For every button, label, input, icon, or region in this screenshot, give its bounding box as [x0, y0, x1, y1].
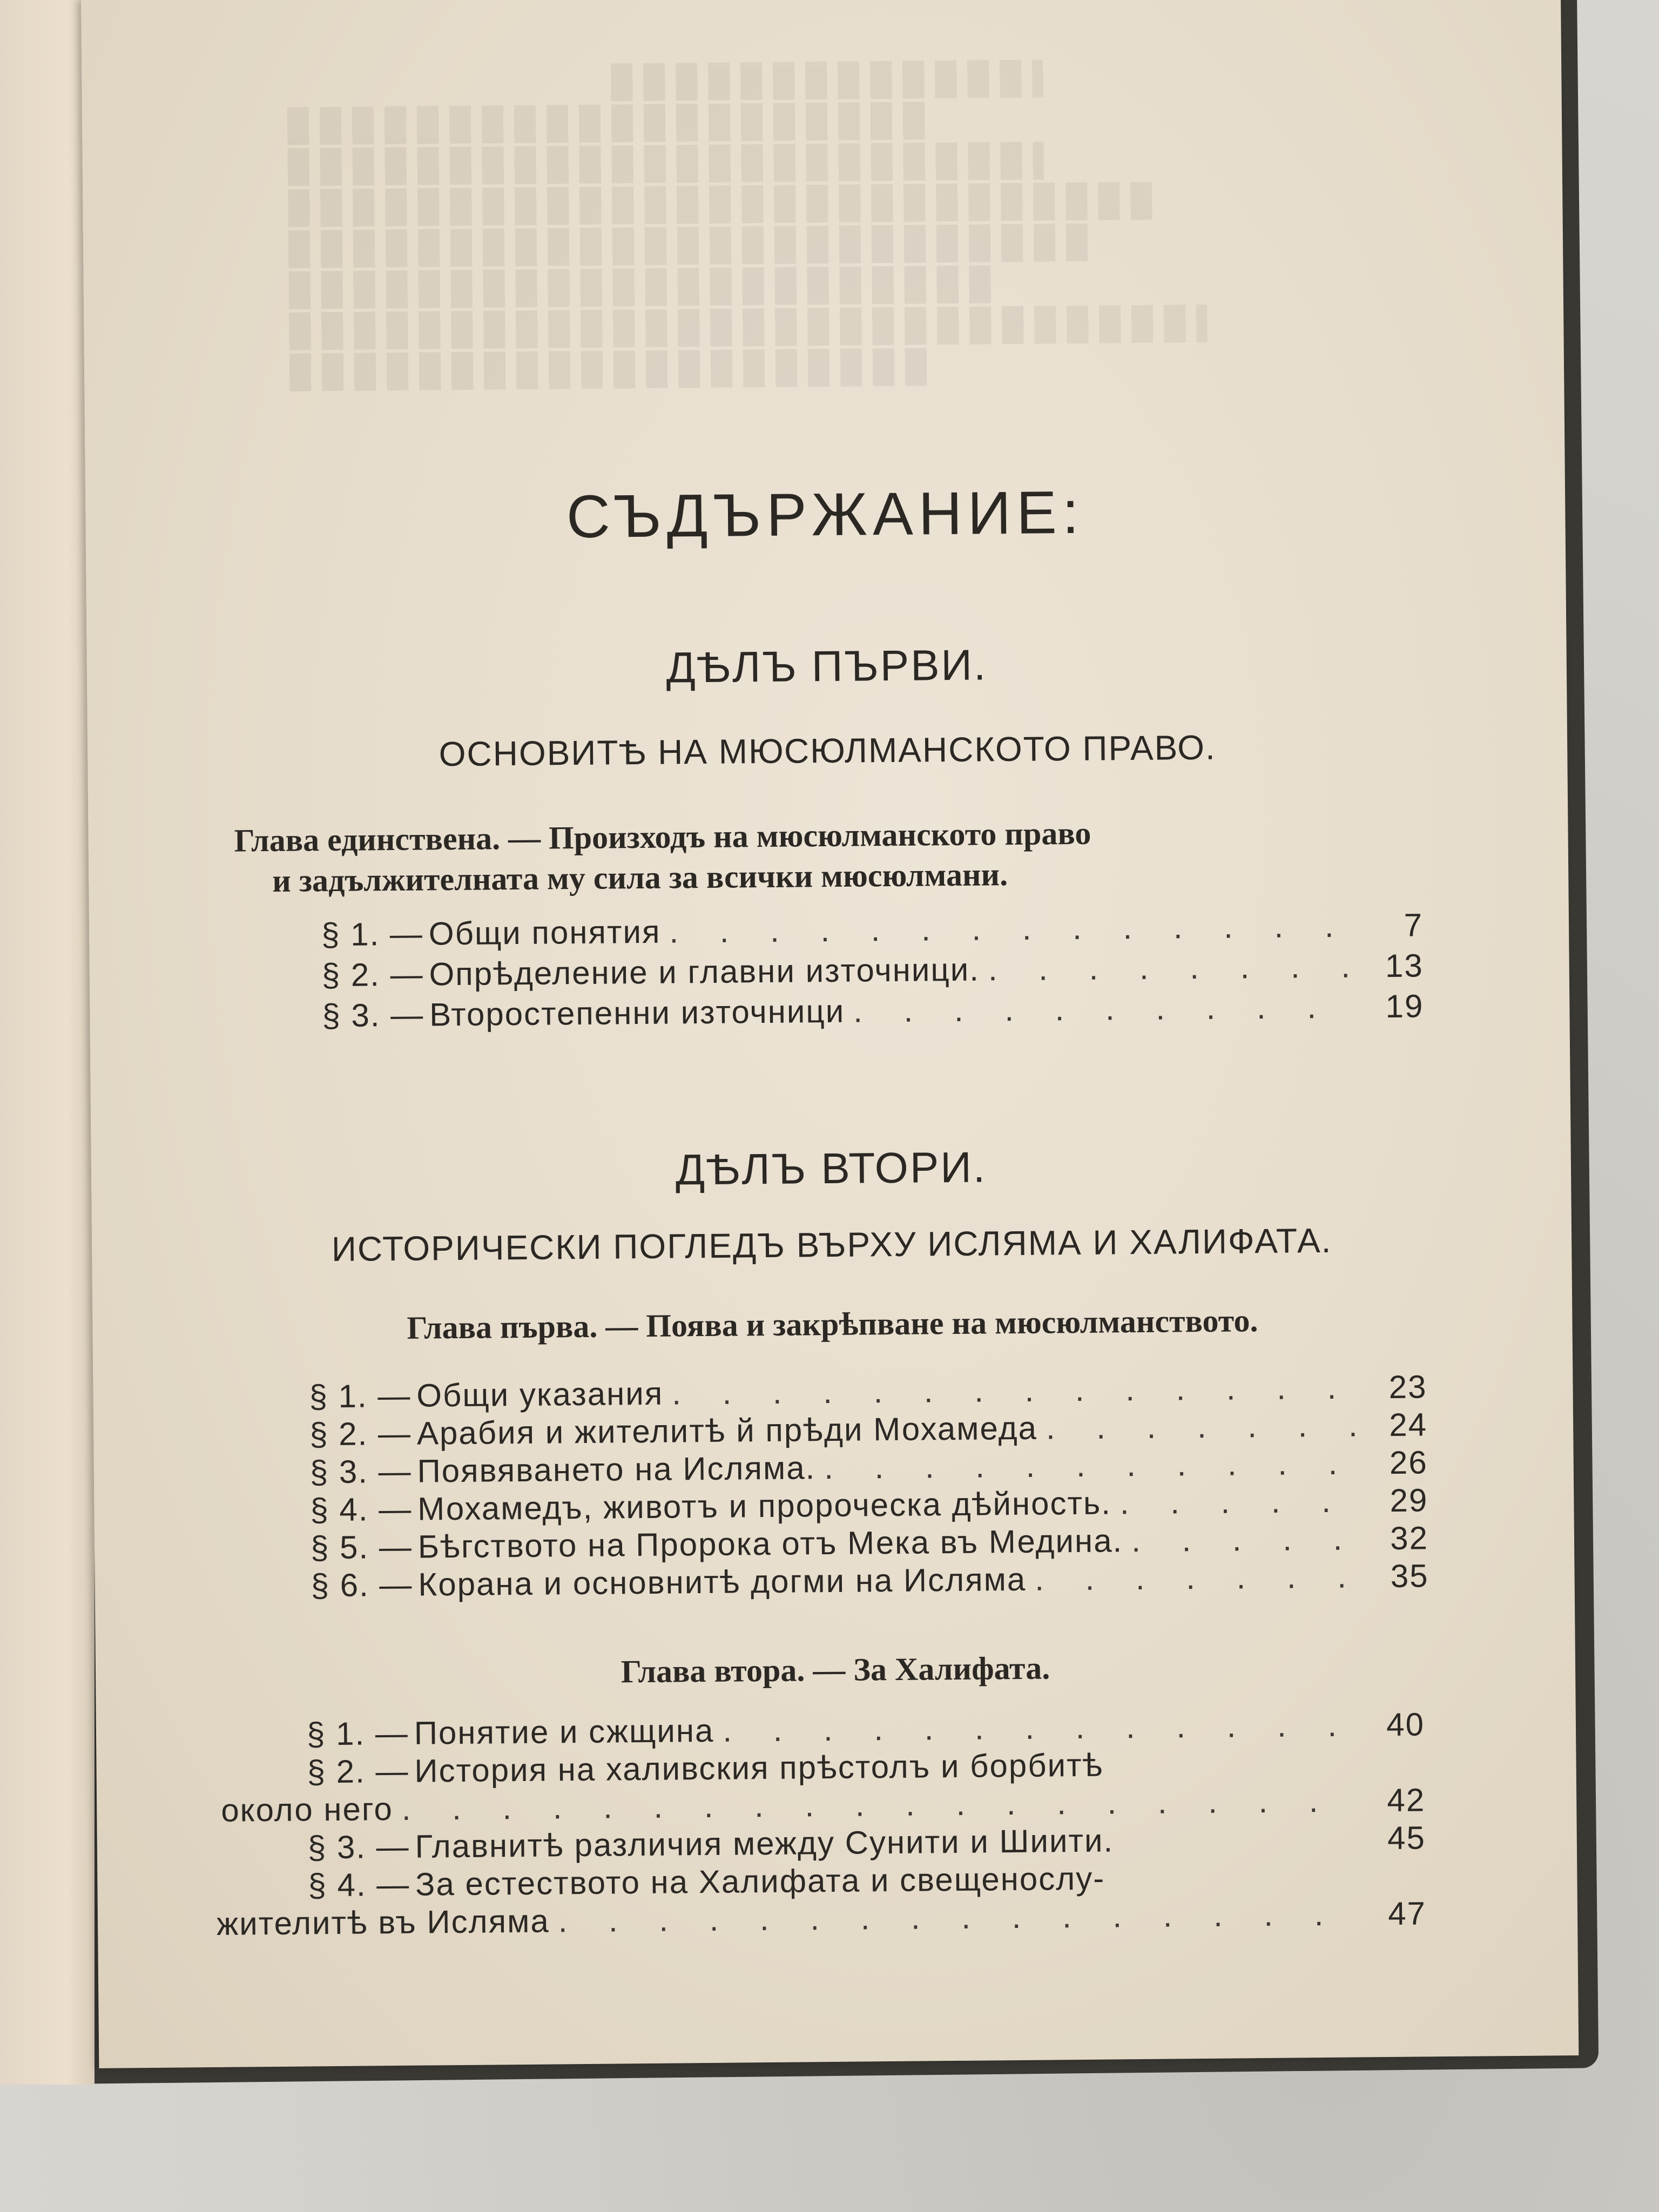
- toc-entry: § 5. — Бѣгството на Пророка отъ Мека въ Медина. . . . 32: [311, 1519, 1429, 1566]
- toc-entry: § 2. — История на халивския прѣстолъ и борбитѣ: [307, 1746, 1104, 1790]
- book-page: [81, 0, 1579, 2068]
- toc-entry: § 2. — Арабия и жителитѣ й прѣди Мохамеда . . . 24: [309, 1406, 1428, 1453]
- toc-entry: § 6. — Корана и основнитѣ догми на Исляма . . . 35: [311, 1557, 1429, 1604]
- page-number: 35: [1390, 1557, 1429, 1594]
- toc-heading: СЪДЪРЖАНИЕ:: [566, 478, 1085, 551]
- page-number: 24: [1389, 1406, 1428, 1443]
- page-number: 7: [1404, 907, 1424, 943]
- part-one-subtitle: ОСНОВИТѢ НА МЮСЮЛМАНСКОТО ПРАВО.: [439, 727, 1217, 774]
- page-number: 45: [1387, 1819, 1426, 1857]
- page-number: 40: [1386, 1706, 1425, 1743]
- part-two-subtitle: ИСТОРИЧЕСКИ ПОГЛЕДЪ ВЪРХУ ИСЛЯМА И ХАЛИФАТА.: [331, 1220, 1332, 1269]
- toc-entry: § 3. — Второстепенни източници . . . 19: [322, 987, 1424, 1034]
- toc-entry: § 3. — Главнитѣ различия между Сунити и Шиити. 45: [307, 1819, 1426, 1866]
- chapter-heading: Глава единствена. — Произходъ на мюсюлманското право: [234, 815, 1091, 859]
- page-number: 42: [1387, 1782, 1426, 1819]
- toc-entry: § 1. — Понятие и сжщина . . . 40: [307, 1705, 1425, 1752]
- page-number: 29: [1390, 1482, 1428, 1519]
- toc-entry: § 1. — Общи понятия . . . 7: [321, 906, 1424, 953]
- toc-entry-continuation: жителитѣ въ Исляма . . . 47: [217, 1894, 1427, 1943]
- page-number: 23: [1388, 1368, 1427, 1405]
- toc-entry-continuation: около него . . . 42: [221, 1781, 1426, 1829]
- toc-entry: § 1. — Общи указания . . . 23: [309, 1368, 1427, 1415]
- part-one-title: ДѢЛЪ ПЪРВИ.: [666, 640, 988, 692]
- toc-entry: § 2. — Опрѣделение и главни източници. . . . 13: [321, 947, 1424, 994]
- page-number: 13: [1385, 947, 1424, 984]
- page-number: 47: [1387, 1895, 1427, 1932]
- previous-page-edge: [0, 0, 95, 2085]
- chapter-heading: Глава втора. — За Халифата.: [621, 1650, 1050, 1690]
- toc-entry: § 3. — Появяването на Исляма. . . . 26: [310, 1444, 1428, 1491]
- part-two-title: ДѢЛЪ ВТОРИ.: [675, 1143, 987, 1194]
- chapter-heading-continuation: и задължителната му сила за всички мюсюлмани.: [272, 857, 1008, 899]
- chapter-heading: Глава първа. — Поява и закрѣпване на мюсюлманството.: [407, 1303, 1258, 1346]
- page-number: 32: [1390, 1520, 1429, 1556]
- show-through-text: [287, 53, 1372, 711]
- toc-entry: § 4. — Мохамедъ, животъ и пророческа дѣйность. . . . 29: [310, 1481, 1428, 1528]
- page-number: 26: [1389, 1444, 1428, 1481]
- toc-entry: § 4. — За естеството на Халифата и свещенослу-: [308, 1860, 1105, 1904]
- page-number: 19: [1385, 988, 1424, 1024]
